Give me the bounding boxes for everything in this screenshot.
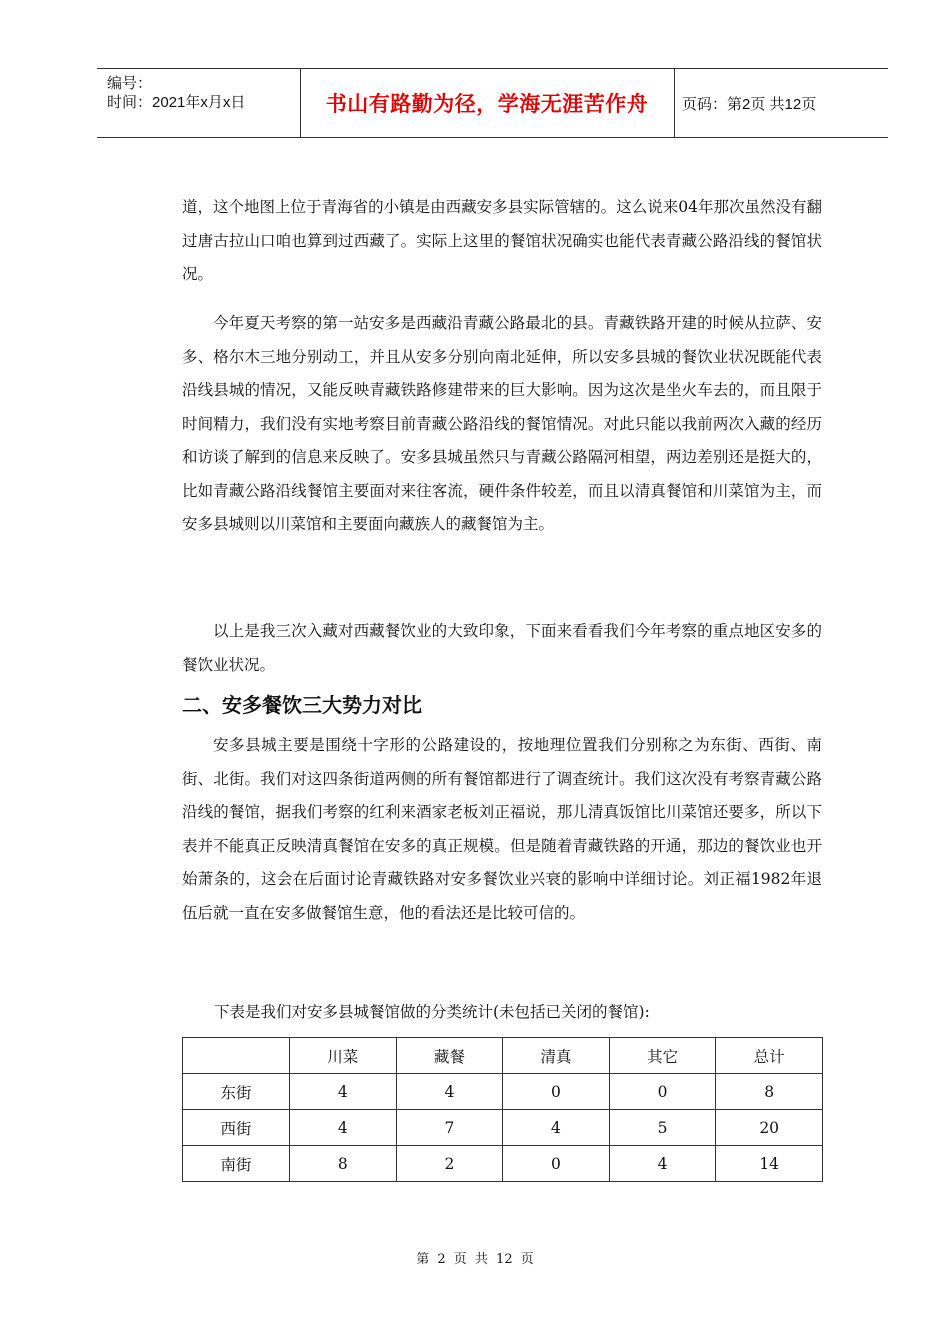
table-row (183, 1074, 823, 1110)
table-cell: 4 (290, 1074, 397, 1110)
paragraph-3: 以上是我三次入藏对西藏餐饮业的大致印象，下面来看看我们今年考察的重点地区安多的餐饮业状况。 (182, 622, 822, 674)
table-cell: 西街 (183, 1110, 290, 1146)
table-cell: 5 (609, 1110, 716, 1146)
table-row (183, 1146, 823, 1182)
paragraph-2: 今年夏天考察的第一站安多是西藏沿青藏公路最北的县。青藏铁路开建的时候从拉萨、安多、格尔木三地分别动工，并且从安多分别向南北延伸，所以安多县城的餐饮业状况既能代表沿线县城的情况，又能反映青藏铁路修建带来的巨大影响。因为这次是坐火车去的，而且限于时间精力，我们没有实地考察目前青藏公路沿线的餐馆情况。对此只能以我前两次入藏的经历和访谈了解到的信息来反映了。安多县城虽然只与青藏公路隔河相望，两边差别还是挺大的，比如青藏公路沿线餐馆主要面对来往客流，硬件条件较差，而且以清真餐馆和川菜馆为主，而安多县城则以川菜馆和主要面向藏族人的藏餐馆为主。 (182, 314, 822, 533)
table-cell: 0 (503, 1146, 610, 1182)
table-cell: 东街 (183, 1074, 290, 1110)
header-motto (300, 69, 675, 137)
page-label: 页码：第2页 共12页 (682, 95, 817, 113)
header-cell (183, 1038, 290, 1074)
paragraph-4: 安多县城主要是围绕十字形的公路建设的，按地理位置我们分别称之为东街、西街、南街、北街。我们对这四条街道两侧的所有餐馆都进行了调查统计。我们这次没有考察青藏公路沿线的餐馆，据我们考察的红利来酒家老板刘正福说，那儿清真饭馆比川菜馆还要多，所以下表并不能真正反映清真餐馆在安多的真正规模。但是随着青藏铁路的开通，那边的餐饮业也开始萧条的，这会在后面讨论青藏铁路对安多餐饮业兴衰的影响中详细讨论。刘正福1982年退伍后就一直在安多做餐馆生意，他的看法还是比较可信的。 (182, 736, 822, 922)
table-cell: 7 (396, 1110, 503, 1146)
table-cell: 4 (609, 1146, 716, 1182)
table-cell: 0 (609, 1074, 716, 1110)
table-cell: 4 (503, 1110, 610, 1146)
table-cell: 4 (396, 1074, 503, 1110)
table-cell: 8 (290, 1146, 397, 1182)
time-label: 时间：2021年x月x日 (107, 94, 246, 111)
header-cell: 清真 (503, 1038, 610, 1074)
table-cell: 0 (503, 1074, 610, 1110)
table-row (183, 1110, 823, 1146)
restaurant-stats-table (182, 1037, 823, 1182)
section-heading: 二、安多餐饮三大势力对比 (182, 693, 422, 717)
header-cell: 藏餐 (396, 1038, 503, 1074)
header-page-info (674, 69, 888, 137)
header-cell: 川菜 (290, 1038, 397, 1074)
number-label: 编号： (107, 75, 153, 92)
page-header (97, 68, 888, 138)
table-caption: 下表是我们对安多县城餐馆做的分类统计(未包括已关闭的餐馆): (214, 1003, 650, 1021)
motto-text: 书山有路勤为径，学海无涯苦作舟 (325, 92, 649, 116)
table-cell: 14 (716, 1146, 823, 1182)
table-cell: 2 (396, 1146, 503, 1182)
table-cell: 20 (716, 1110, 823, 1146)
page-footer: 第 2 页 共 12 页 (416, 1252, 534, 1267)
table-header-row (183, 1038, 823, 1074)
header-cell: 总计 (716, 1038, 823, 1074)
table-cell: 8 (716, 1074, 823, 1110)
header-cell: 其它 (609, 1038, 716, 1074)
paragraph-1: 道，这个地图上位于青海省的小镇是由西藏安多县实际管辖的。这么说来04年那次虽然没有翻过唐古拉山口咱也算到过西藏了。实际上这里的餐馆状况确实也能代表青藏公路沿线的餐馆状况。 (182, 198, 822, 283)
header-meta (97, 69, 301, 137)
table-cell: 南街 (183, 1146, 290, 1182)
table-cell: 4 (290, 1110, 397, 1146)
